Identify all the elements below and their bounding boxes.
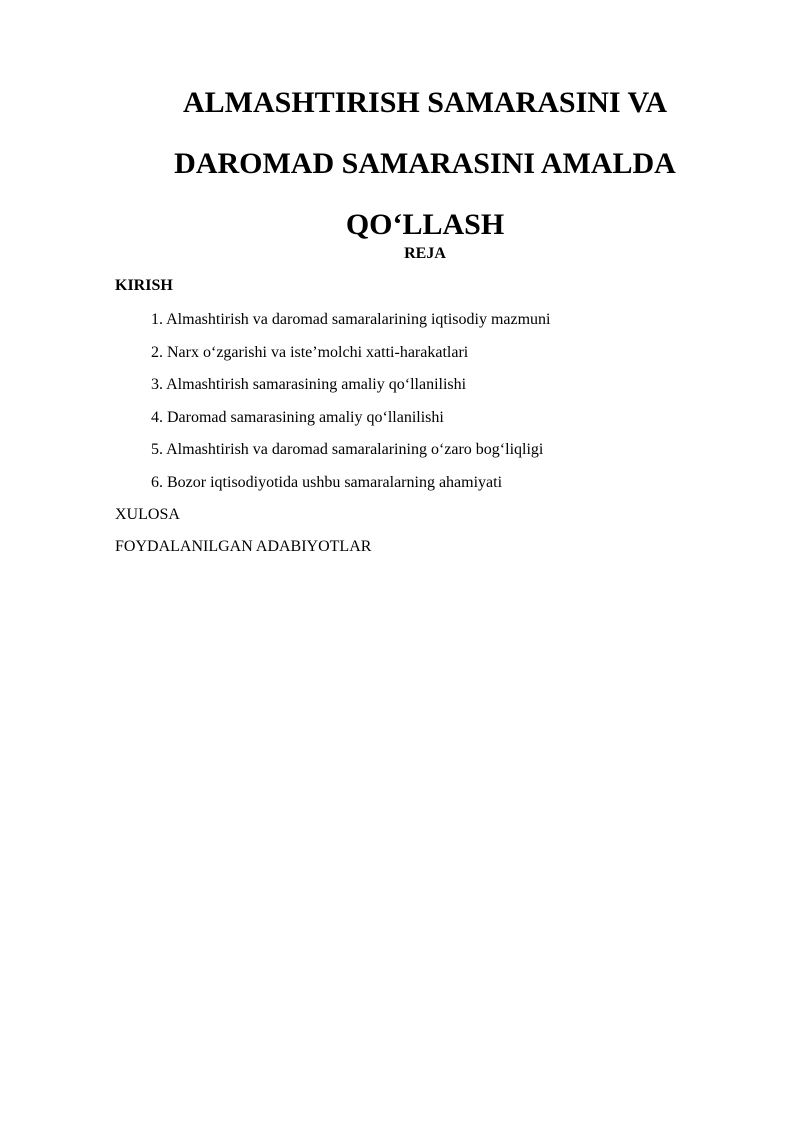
plan-item-number: 6.	[151, 473, 163, 491]
title-line-3: QO‘LLASH	[345, 208, 505, 241]
section-intro: KIRISH	[115, 277, 173, 294]
plan-list	[115, 310, 550, 505]
plan-item	[115, 310, 550, 343]
plan-item-text: Narx o‘zgarishi va iste’molchi xatti-harakatlari	[167, 343, 469, 361]
plan-item	[115, 375, 550, 408]
title-line-1: ALMASHTIRISH SAMARASINI VA	[183, 86, 667, 119]
plan-item	[115, 440, 550, 473]
document-title	[115, 72, 735, 255]
plan-item	[115, 473, 550, 506]
plan-item-text: Almashtirish samarasining amaliy qo‘llanilishi	[166, 376, 467, 393]
plan-item	[115, 343, 550, 376]
plan-item	[115, 408, 550, 441]
plan-item-text: Almashtirish va daromad samaralarining iqtisodiy mazmuni	[166, 311, 551, 328]
plan-item-number: 4.	[151, 408, 163, 426]
plan-item-number: 1.	[151, 311, 163, 328]
plan-item-text: Bozor iqtisodiyotida ushbu samaralarning ahamiyati	[167, 473, 503, 491]
plan-item-number: 5.	[151, 441, 163, 458]
plan-item-text: Almashtirish va daromad samaralarining o‘zaro bog‘liqligi	[166, 441, 544, 458]
title-line-2: DAROMAD SAMARASINI AMALDA	[174, 147, 676, 180]
section-references: FOYDALANILGAN ADABIYOTLAR	[115, 538, 372, 555]
section-conclusion: XULOSA	[115, 506, 180, 523]
plan-heading: REJA	[404, 245, 446, 262]
plan-item-number: 2.	[151, 343, 163, 361]
plan-item-text: Daromad samarasining amaliy qo‘llanilishi	[167, 408, 444, 426]
plan-item-number: 3.	[151, 376, 163, 393]
